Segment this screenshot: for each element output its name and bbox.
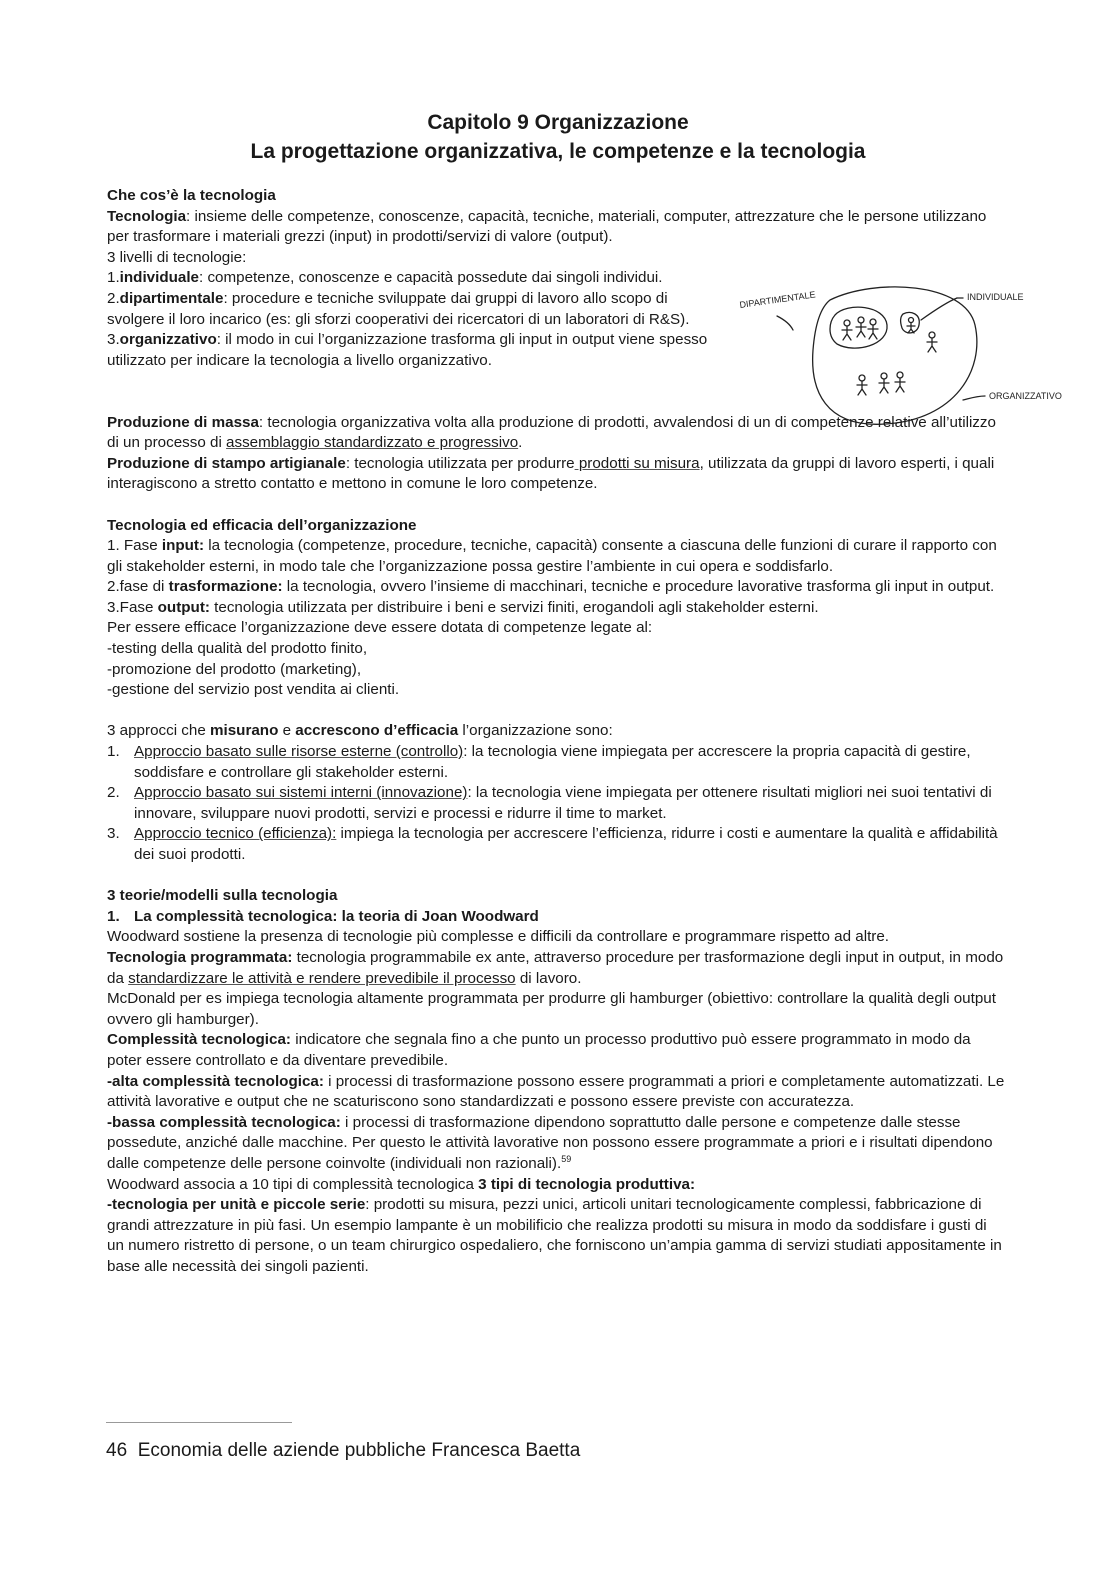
competence-item: -gestione del servizio post vendita ai clienti. (107, 681, 400, 699)
section-heading: Tecnologia ed efficacia dell’organizzazione (107, 516, 417, 534)
levels-intro: 3 livelli di tecnologie: (107, 248, 247, 266)
sketch-label-individuale: INDIVIDUALE (967, 292, 1024, 302)
competences-intro: Per essere efficace l’organizzazione deve essere dotata di competenze legate al: (107, 619, 653, 637)
phase-input: 1. Fase input: la tecnologia (competenze, procedure, tecniche, capacità) consente a ciascuna delle funzioni di curare il rapporto con gli stakeholder esterni, in modo tale che l’organizzazione possa gestire l’ambiente in cui opera e soddisfarlo. (107, 537, 997, 575)
phase-trasformazione: 2.fase di trasformazione: la tecnologia, ovvero l’insieme di macchinari, tecniche e procedure lavorative trasforma gli input in output. (107, 578, 995, 596)
paragraph-woodward-tipi: Woodward associa a 10 tipi di complessità tecnologica 3 tipi di tecnologia produttiva: (107, 1175, 696, 1193)
level-dipartimentale: 2.dipartimentale: procedure e tecniche sviluppate dai gruppi di lavoro allo scopo di svolgere il loro incarico (es: gli sforzi cooperativi dei ricercatori di un laboratori di R&S). (107, 289, 690, 328)
footer-text: Economia delle aziende pubbliche Francesca Baetta (137, 1440, 581, 1461)
section-heading: 3 teorie/modelli sulla tecnologia (107, 887, 338, 905)
paragraph-produzione-massa: Produzione di massa: tecnologia organizzativa volta alla produzione di prodotti, avvalendosi di un di competenze relative all’utilizzo di un processo di assemblaggio standardizzato e progressivo. (107, 413, 996, 452)
subsection-heading: 1. La complessità tecnologica: la teoria di Joan Woodward (107, 907, 539, 925)
title-block (0, 108, 1116, 166)
paragraph-tecnologia: Tecnologia: insieme delle competenze, conoscenze, capacità, tecniche, materiali, computer, attrezzature che le persone utilizzano per trasformare i materiali grezzi (input) in prodotti/servizi di valore (output). (107, 207, 987, 246)
chapter-subtitle: La progettazione organizzativa, le competenze e la tecnologia (250, 140, 866, 163)
approach-item: 2. Approccio basato sui sistemi interni (innovazione): la tecnologia viene impiegata per ottenere risultati migliori nei suoi tentativi di innovare, sviluppare nuovi prodotti, servizi e processi e ridurre il time to market. (107, 784, 992, 822)
paragraph-tecnologia-programmata: Tecnologia programmata: tecnologia programmabile ex ante, attraverso procedure per trasformazione degli input in output, in modo da standardizzare le attività e rendere prevedibile il processo di lavoro. (107, 948, 1004, 987)
paragraph-unita-serie: -tecnologia per unità e piccole serie: prodotti su misura, pezzi unici, articoli unitari tecnologicamente complessi, fabbricazione di grandi attrezzature in più fasi. Un esempio lampante è un mobilificio che realizza prodotti su misura in modo da soddisfare i gusti di un numero ristretto di persone, o un team chirurgico ospedaliero, che forniscono un’ampia gamma di servizi studiati appositamente in base alle necessità dei singoli pazienti. (107, 1196, 1002, 1275)
approach-item: 1. Approccio basato sulle risorse esterne (controllo): la tecnologia viene impiegata per accrescere la propria capacità di gestire, soddisfare e controllare gli stakeholder esterni. (107, 743, 971, 781)
footer-divider (106, 1422, 292, 1423)
competence-item: -promozione del prodotto (marketing), (107, 660, 362, 678)
paragraph-bassa-complessita: -bassa complessità tecnologica: i processi di trasformazione dipendono soprattutto dalle persone e competenze dalle stesse possedute, anziché dalle macchine. Per questo le attività lavorative non possono essere programmate a priori e i risultati dipendono dalle competenze delle persone coinvolte (individuali non razionali).$^{59}$ (107, 1113, 993, 1172)
sketch-label-dipartimentale: DIPARTIMENTALE (738, 289, 817, 310)
phase-output: 3.Fase output: tecnologia utilizzata per distribuire i beni e servizi finiti, erogandoli agli stakeholder esterni. (107, 598, 819, 616)
paragraph-woodward: Woodward sostiene la presenza di tecnologie più complesse e difficili da controllare e programmare rispetto ad altre. (107, 928, 890, 946)
level-individuale: 1.individuale: competenze, conoscenze e capacità possedute dai singoli individui. (107, 269, 663, 287)
footnote-ref: 59 (561, 1153, 572, 1164)
approach-item: 3. Approccio tecnico (efficienza): impiega la tecnologia per accrescere l’efficienza, ridurre i costi e aumentare la qualità e affidabilità dei suoi prodotti. (107, 825, 998, 863)
sketch-label-organizzativo: ORGANIZZATIVO (989, 391, 1062, 401)
approaches-intro: 3 approcci che misurano e accrescono d’efficacia l’organizzazione sono: (107, 722, 613, 740)
document-body (107, 186, 1007, 1277)
level-organizzativo: 3.organizzativo: il modo in cui l’organizzazione trasforma gli input in output viene spesso utilizzato per indicare la tecnologia a livello organizzativo. (107, 331, 708, 369)
page-footer (106, 1438, 580, 1464)
paragraph-complessita: Complessità tecnologica: indicatore che segnala fino a che punto un processo produttivo può essere programmato in modo da poter essere controllato e da diventare prevedibile. (107, 1031, 971, 1069)
competence-item: -testing della qualità del prodotto finito, (107, 640, 368, 658)
page-number: 46 (106, 1440, 128, 1461)
chapter-title: Capitolo 9 Organizzazione (427, 111, 689, 134)
paragraph-alta-complessita: -alta complessità tecnologica: i processi di trasformazione possono essere programmati a priori e completamente automatizzati. Le attività lavorative e output che ne scaturiscono sono standardizzati e possono essere previste con accuratezza. (107, 1072, 1005, 1111)
section-heading: Che cos’è la tecnologia (107, 187, 276, 204)
paragraph-produzione-artigianale: Produzione di stampo artigianale: tecnologia utilizzata per produrre prodotti su misura, utilizzata da gruppi di lavoro esperti, i quali interagiscono a stretto contatto e mettono in comune le loro competenze. (107, 454, 995, 493)
paragraph-mcdonald: McDonald per es impiega tecnologia altamente programmata per produrre gli hamburger (obiettivo: controllare la qualità degli output ovvero gli hamburger). (107, 990, 996, 1028)
